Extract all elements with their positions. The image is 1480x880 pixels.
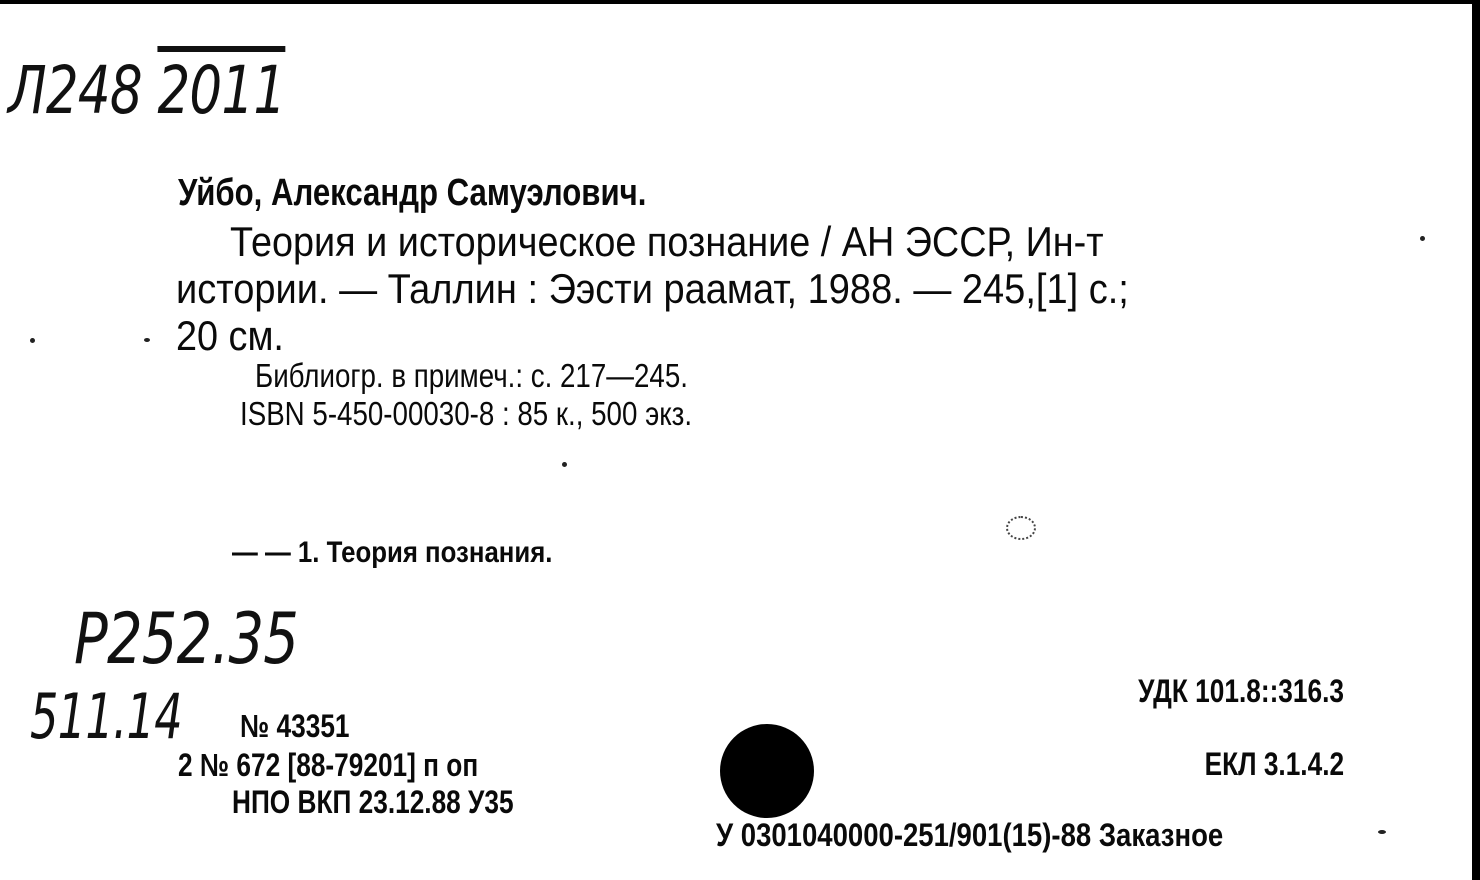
scan-speck bbox=[1378, 830, 1386, 834]
catalog-code: У 0301040000-251/901(15)-88 Заказное bbox=[716, 817, 1224, 853]
card-right-edge bbox=[1472, 0, 1480, 880]
author-heading: Уйбо, Александр Самуэлович. bbox=[178, 172, 647, 214]
handwritten-classification-2: 511.14 bbox=[30, 680, 182, 753]
card-top-edge bbox=[0, 0, 1480, 4]
shelfmark-prefix: Л248 bbox=[8, 52, 142, 129]
handwritten-shelfmark bbox=[8, 52, 285, 129]
handwritten-classification: Р252.35 bbox=[74, 598, 299, 680]
description-line-3: 20 см. bbox=[176, 312, 284, 359]
punch-hole bbox=[720, 724, 814, 818]
scan-speck bbox=[562, 462, 567, 467]
shelfmark-year: 2011 bbox=[157, 52, 286, 129]
publisher-line: НПО ВКП 23.12.88 У35 bbox=[232, 784, 514, 820]
bibliography-note: Библиогр. в примеч.: с. 217—245. bbox=[255, 357, 688, 394]
scan-smudge bbox=[1006, 516, 1036, 540]
udk-code: УДК 101.8::316.3 bbox=[1138, 673, 1344, 709]
description-line-2: истории. — Таллин : Ээсти раамат, 1988. — 245,[1] с.; bbox=[176, 265, 1129, 312]
order-line: 2 № 672 [88-79201] п оп bbox=[178, 747, 479, 783]
isbn-note: ISBN 5-450-00030-8 : 85 к., 500 экз. bbox=[240, 395, 693, 432]
ekl-code: ЕКЛ 3.1.4.2 bbox=[1204, 746, 1344, 782]
scan-speck bbox=[144, 338, 150, 342]
accession-number: № 43351 bbox=[240, 708, 350, 744]
description-line-1: Теория и историческое познание / АН ЭССР, Ин-т bbox=[230, 218, 1104, 265]
scan-speck bbox=[1420, 236, 1425, 241]
scan-speck bbox=[30, 338, 35, 343]
subject-entry: — — 1. Теория познания. bbox=[232, 536, 553, 569]
